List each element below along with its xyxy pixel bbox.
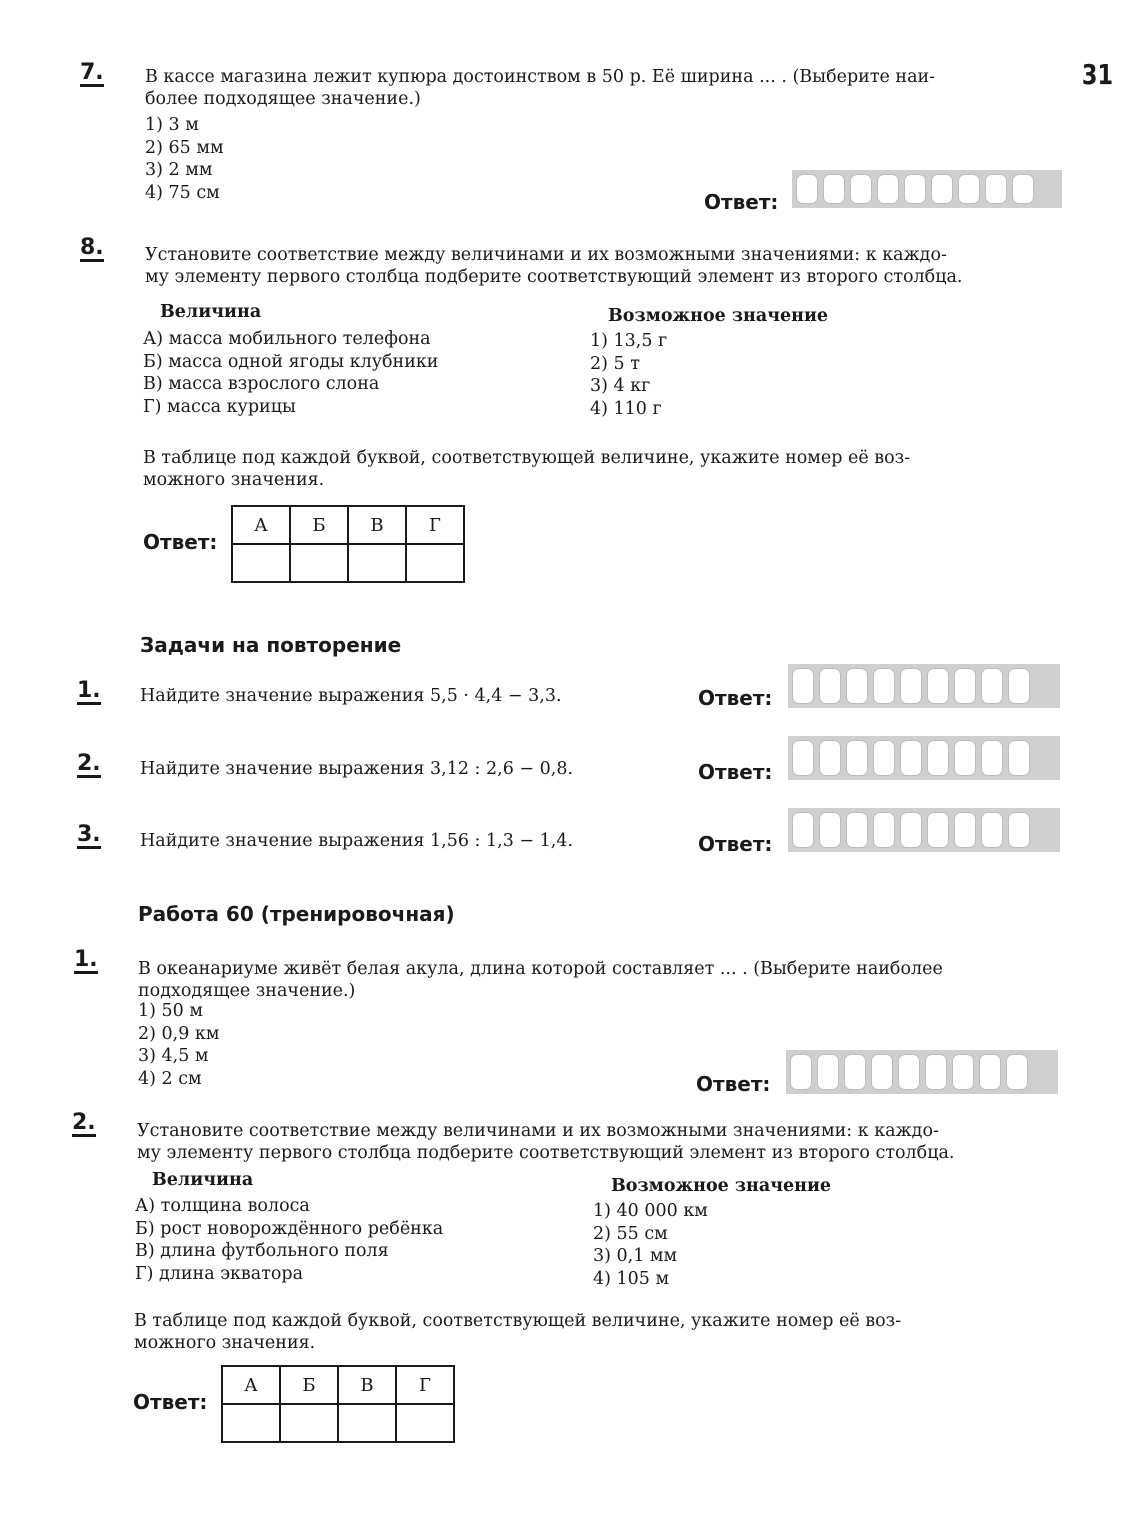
answer-cell[interactable]: [290, 544, 348, 582]
value-item: 2) 55 см: [593, 1223, 668, 1244]
answer-cells[interactable]: [788, 664, 1060, 708]
quantity-item: А) толщина волоса: [135, 1196, 310, 1216]
task-number: 1.: [77, 678, 101, 703]
value-item: 3) 0,1 мм: [593, 1246, 678, 1266]
section-title: Работа 60 (тренировочная): [138, 902, 455, 926]
answer-cells[interactable]: [786, 1050, 1058, 1094]
option: 2) 65 мм: [145, 137, 224, 158]
task-text: [145, 66, 935, 110]
quantity-item: Б) рост новорождённого ребёнка: [135, 1218, 444, 1239]
values-list: [590, 330, 667, 420]
task-number: 3.: [77, 822, 101, 847]
task-text: [137, 1120, 954, 1164]
task-text: Найдите значение выражения 5,5 · 4,4 − 3,3.: [140, 686, 562, 706]
task-text-line: Установите соответствие между величинами и их возможными значениями: к каждо-: [145, 245, 947, 265]
letter-cell: Г: [406, 506, 464, 544]
letter-cell: А: [222, 1366, 280, 1404]
answer-label: Ответ:: [698, 686, 773, 710]
answer-cell[interactable]: [222, 1404, 280, 1442]
value-item: 4) 110 г: [590, 398, 662, 419]
answer-cell[interactable]: [232, 544, 290, 582]
letter-cell: Б: [290, 506, 348, 544]
instruction-line: В таблице под каждой буквой, соответствующей величине, укажите номер её воз-: [134, 1311, 902, 1331]
quantity-item: В) длина футбольного поля: [135, 1241, 389, 1261]
value-item: 1) 13,5 г: [590, 331, 668, 351]
letter-cell: А: [232, 506, 290, 544]
option: 2) 0,9 км: [138, 1023, 220, 1044]
quantities-list: [135, 1195, 443, 1285]
column-heading: Величина: [160, 302, 262, 322]
instruction-line: В таблице под каждой буквой, соответствующей величине, укажите номер её воз-: [143, 448, 911, 468]
option: 1) 3 м: [145, 115, 199, 135]
task-text-line: В океанариуме живёт белая акула, длина которой составляет ... . (Выберите наиболее: [138, 959, 943, 979]
answer-cell[interactable]: [348, 544, 406, 582]
option: 4) 75 см: [145, 182, 220, 203]
answer-cell[interactable]: [338, 1404, 396, 1442]
answer-label: Ответ:: [143, 530, 218, 554]
instruction-line: можного значения.: [143, 470, 325, 490]
answer-table: [231, 505, 465, 583]
task-text-line: подходящее значение.): [138, 981, 356, 1001]
quantity-item: В) масса взрослого слона: [143, 374, 380, 394]
value-item: 3) 4 кг: [590, 376, 651, 396]
answer-cells[interactable]: [792, 170, 1062, 208]
letter-cell: В: [348, 506, 406, 544]
task-number: 2.: [77, 751, 101, 776]
answer-cells[interactable]: [788, 736, 1060, 780]
answer-label: Ответ:: [696, 1072, 771, 1096]
quantity-item: Б) масса одной ягоды клубники: [143, 351, 439, 372]
instruction-line: можного значения.: [134, 1333, 316, 1353]
task-number: 8.: [80, 235, 104, 260]
instruction-text: [134, 1310, 901, 1354]
answer-cell[interactable]: [396, 1404, 454, 1442]
task-text: Найдите значение выражения 3,12 : 2,6 − 0,8.: [140, 759, 574, 779]
answer-cell[interactable]: [280, 1404, 338, 1442]
task-text-line: му элементу первого столбца подберите соответствующий элемент из второго столбца.: [145, 267, 963, 287]
page-number: 31: [1081, 58, 1114, 91]
answer-label: Ответ:: [698, 760, 773, 784]
task-text: [145, 244, 962, 288]
column-heading: Величина: [152, 1170, 254, 1190]
answer-label: Ответ:: [698, 832, 773, 856]
value-item: 2) 5 т: [590, 353, 640, 374]
task-number: 2.: [72, 1110, 96, 1135]
quantity-item: Г) масса курицы: [143, 396, 296, 417]
task-text: Найдите значение выражения 1,56 : 1,3 − 1,4.: [140, 831, 574, 851]
quantities-list: [143, 328, 438, 418]
options-list: [145, 114, 224, 204]
task-text-line: Установите соответствие между величинами и их возможными значениями: к каждо-: [137, 1121, 939, 1141]
values-list: [593, 1200, 708, 1290]
instruction-text: [143, 447, 910, 491]
option: 1) 50 м: [138, 1001, 203, 1021]
quantity-item: Г) длина экватора: [135, 1263, 304, 1284]
quantity-item: А) масса мобильного телефона: [143, 329, 431, 349]
task-text: [138, 958, 943, 1002]
task-number: 1.: [74, 947, 98, 972]
options-list: [138, 1000, 219, 1090]
letter-cell: Г: [396, 1366, 454, 1404]
answer-cell[interactable]: [406, 544, 464, 582]
answer-label: Ответ:: [704, 190, 779, 214]
column-heading: Возможное значение: [611, 1176, 832, 1196]
value-item: 1) 40 000 км: [593, 1201, 708, 1221]
answer-label: Ответ:: [133, 1390, 208, 1414]
value-item: 4) 105 м: [593, 1268, 670, 1289]
option: 3) 4,5 м: [138, 1046, 209, 1066]
section-title: Задачи на повторение: [140, 633, 402, 657]
task-text-line: му элементу первого столбца подберите соответствующий элемент из второго столбца.: [137, 1143, 955, 1163]
answer-cells[interactable]: [788, 808, 1060, 852]
task-text-line: В кассе магазина лежит купюра достоинством в 50 р. Её ширина ... . (Выберите наи-: [145, 67, 936, 87]
option: 4) 2 см: [138, 1068, 202, 1089]
column-heading: Возможное значение: [608, 306, 829, 326]
letter-cell: В: [338, 1366, 396, 1404]
letter-cell: Б: [280, 1366, 338, 1404]
task-number: 7.: [80, 60, 104, 85]
answer-table: [221, 1365, 455, 1443]
option: 3) 2 мм: [145, 160, 213, 180]
task-text-line: более подходящее значение.): [145, 89, 421, 109]
